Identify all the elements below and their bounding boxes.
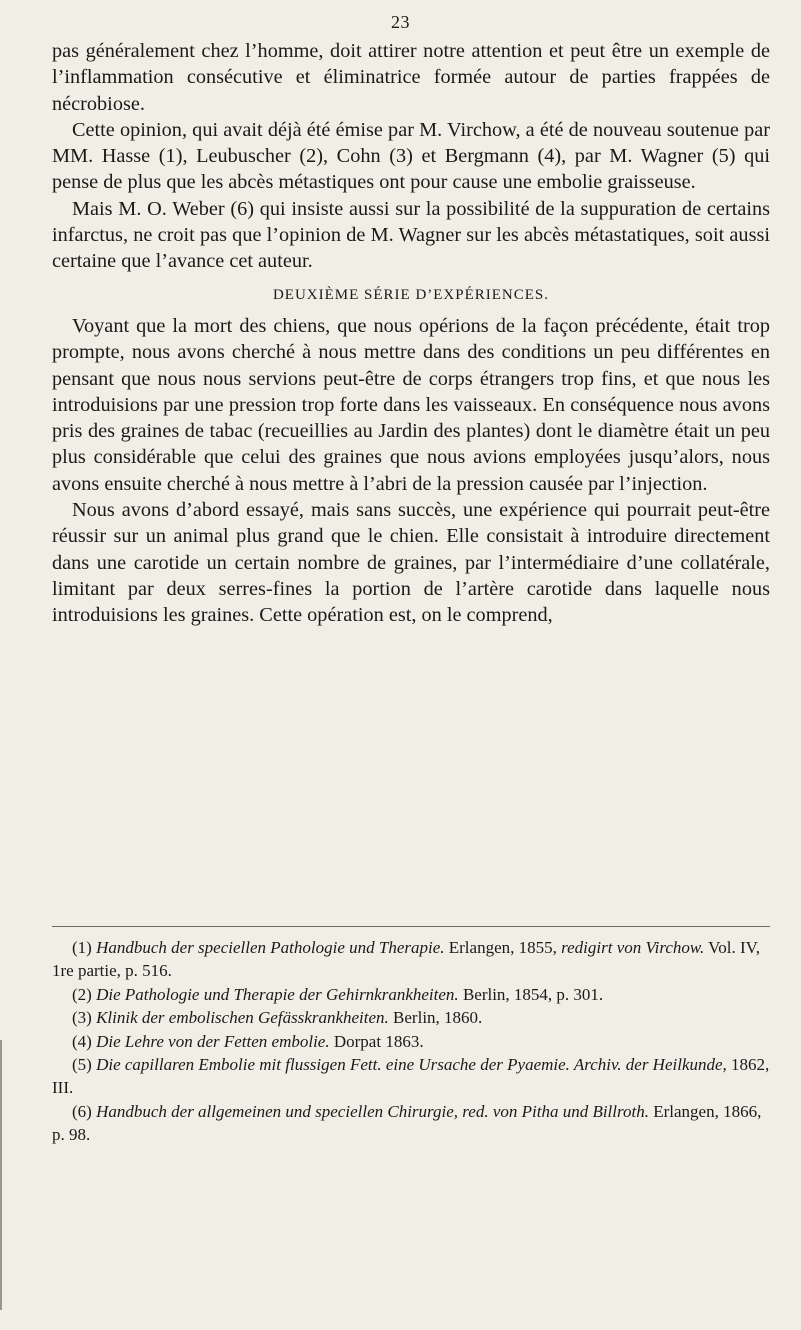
footnote	[52, 983, 770, 1006]
footnote	[52, 1100, 770, 1147]
footnote-details: Berlin, 1860.	[388, 1008, 483, 1028]
footnote-title: Die Lehre von der Fetten embolie.	[96, 1031, 330, 1051]
body-text	[52, 38, 770, 629]
footnote-divider	[52, 926, 770, 927]
footnote-details: Erlangen, 1855,	[444, 938, 562, 957]
page-number: 23	[391, 12, 410, 32]
footnote-title: Klinik der embolischen Gefässkrankheiten.	[96, 1008, 389, 1028]
paragraph: Mais M. O. Weber (6) qui insiste aussi sur la possibilité de la suppuration de certains infarctus, ne croit pas que l’opinion de M. Wagner sur les abcès métastatiques, soit aussi certaine que l’avance cet auteur.	[52, 197, 770, 273]
paragraph: Nous avons d’abord essayé, mais sans succès, une expérience qui pourrait peut-être réussir sur un animal plus grand que le chien. Elle consistait à introduire directement dans une carotide un certain nombre de graines, par l’intermédiaire d’une collatérale, limitant par deux serres-fines la portion de l’artère carotide dans laquelle nous introduisions les graines. Cette opération est, on le comprend,	[52, 499, 770, 627]
footnote-number: (2)	[72, 984, 92, 1004]
footnote-title: Handbuch der allgemeinen und speciellen Chirurgie, red. von Pitha und Billroth.	[96, 1101, 649, 1121]
footnote-number: (1)	[72, 938, 92, 957]
footnote-title: redigirt von Virchow.	[561, 938, 705, 957]
section-heading: DEUXIÈME SÉRIE D’EXPÉRIENCES.	[272, 286, 550, 303]
paragraph: pas généralement chez l’homme, doit attirer notre attention et peut être un exemple de l’inflammation consécutive et éliminatrice formée autour de parties frappées de nécrobiose.	[52, 40, 770, 115]
footnote-number: (6)	[72, 1101, 92, 1121]
footnote	[52, 1053, 770, 1100]
footnote-title: Die capillaren Embolie mit flussigen Fett. eine Ursache der Pyaemie. Archiv. der Heilkunde,	[96, 1055, 727, 1075]
footnote-title: Die Pathologie und Therapie der Gehirnkrankheiten.	[96, 984, 459, 1004]
footnote-title: Handbuch der speciellen Pathologie und Therapie.	[96, 938, 445, 957]
page-edge-line	[0, 1040, 2, 1310]
footnote-details: 1862, III.	[52, 1055, 770, 1098]
footnote-details: Erlangen, 1866, p. 98.	[52, 1101, 762, 1145]
footnote-details: Dorpat 1863.	[329, 1031, 424, 1051]
footnote-number: (3)	[72, 1008, 92, 1028]
footnote-number: (4)	[72, 1031, 92, 1051]
footnote-details: Berlin, 1854, p. 301.	[458, 984, 604, 1004]
footnote-details: Vol. IV, 1re partie, p. 516.	[52, 938, 760, 981]
footnote	[52, 1006, 770, 1029]
footnote	[52, 1030, 770, 1053]
paragraph: Voyant que la mort des chiens, que nous opérions de la façon précédente, était trop prompte, nous avons cherché à nous mettre dans des conditions un peu différentes en pensant que nous nous servions peut-être de corps étrangers trop fins, et que nous les introduisions par une pression trop forte dans les vaisseaux. En conséquence nous avons pris des graines de tabac (recueillies au Jardin des plantes) dont le diamètre était un peu plus considérable que celui des graines que nous avions employées jusqu’alors, nous avons ensuite cherché à nous mettre à l’abri de la pression causée par l’injection.	[52, 314, 770, 495]
footnote	[52, 936, 770, 983]
footnote-number: (5)	[72, 1055, 92, 1075]
paragraph: Cette opinion, qui avait déjà été émise par M. Virchow, a été de nouveau soutenue par MM. Hasse (1), Leubuscher (2), Cohn (3) et Bergmann (4), par M. Wagner (5) qui pense de plus que les abcès métastiques ont pour cause une embolie graisseuse.	[52, 118, 770, 194]
footnotes	[52, 936, 770, 1147]
